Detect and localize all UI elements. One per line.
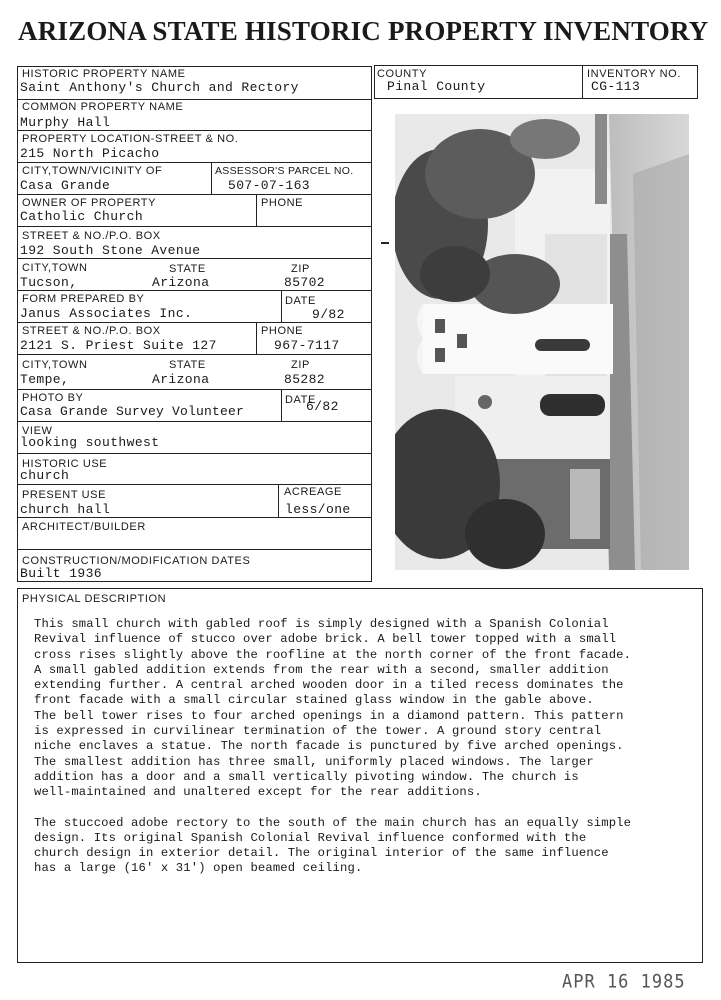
common-name-box xyxy=(17,99,372,131)
inventory-label: INVENTORY NO. xyxy=(587,68,681,80)
city-vicinity-box xyxy=(17,162,212,195)
owner-state-label: STATE xyxy=(169,263,206,275)
present-use-label: PRESENT USE xyxy=(22,489,107,501)
owner-zip-label: ZIP xyxy=(291,263,310,275)
prep-city-value: Tempe, xyxy=(20,372,70,387)
view-label: VIEW xyxy=(22,425,53,437)
owner-city-label: CITY,TOWN xyxy=(22,262,88,274)
prepared-by-box xyxy=(17,290,282,323)
form-date-value: 9/82 xyxy=(312,307,345,322)
prep-phone-value: 967-7117 xyxy=(274,338,340,353)
received-date-stamp: APR 16 1985 xyxy=(562,971,686,993)
historic-use-box xyxy=(17,453,372,485)
construction-box xyxy=(17,549,372,582)
description-paragraph: The stuccoed adobe rectory to the south of the main church has an equally simple design. Its original Spanish Colonial Revival influence conformed with the church design in exterior detail. The original interior of the same influence has a large (16' x 31') open beamed ceiling. xyxy=(34,815,632,876)
county-label: COUNTY xyxy=(377,68,428,80)
form-date-box xyxy=(281,290,372,323)
parcel-label: ASSESSOR'S PARCEL NO. xyxy=(215,165,354,177)
owner-label: OWNER OF PROPERTY xyxy=(22,197,157,209)
architect-box xyxy=(17,517,372,550)
inventory-box xyxy=(582,65,698,99)
architect-label: ARCHITECT/BUILDER xyxy=(22,521,146,533)
historic-use-value: church xyxy=(20,468,70,483)
owner-street-label: STREET & NO./P.O. BOX xyxy=(22,230,161,242)
city-vicinity-value: Casa Grande xyxy=(20,178,111,193)
prep-state-label: STATE xyxy=(169,359,206,371)
prep-city-label: CITY,TOWN xyxy=(22,359,88,371)
prepared-by-label: FORM PREPARED BY xyxy=(22,293,145,305)
county-value: Pinal County xyxy=(387,79,486,94)
common-name-label: COMMON PROPERTY NAME xyxy=(22,101,184,113)
historic-use-label: HISTORIC USE xyxy=(22,458,108,470)
acreage-label: ACREAGE xyxy=(284,486,342,498)
prep-zip-value: 85282 xyxy=(284,372,326,387)
common-name-value: Murphy Hall xyxy=(20,115,111,130)
description-paragraph: This small church with gabled roof is simply designed with a Spanish Colonial Revival influence of stucco over adobe brick. A bell tower topped with a small cross rises slightly above the roofline at the north corner of the front facade. A small gabled addition extends from the rear with a second, smaller addition extending further. A central arched wooden door in a tiled recess dominates the front facade with a small circular stained glass window in the gable above. The bell tower rises to four arched openings in a diamond pattern. This pattern is expressed in curvilinear termination of the tower. A ground story central niche enclaves a statue. The north facade is punctured by five arched openings. The smallest addition has three small, uniformly placed windows. The larger addition has a door and a small vertically pivoting window. The church is well-maintained and unaltered except for the rear additions. xyxy=(34,617,632,800)
owner-phone-label: PHONE xyxy=(261,197,304,209)
photo-date-box xyxy=(281,389,372,422)
county-box xyxy=(374,65,583,99)
prep-phone-box xyxy=(256,322,372,355)
church-photograph xyxy=(395,114,689,570)
location-box xyxy=(17,130,372,163)
photo-date-value: 6/82 xyxy=(306,399,339,414)
owner-box xyxy=(17,194,257,227)
parcel-value: 507-07-163 xyxy=(228,178,311,193)
construction-value: Built 1936 xyxy=(20,566,103,581)
owner-city-box xyxy=(17,258,372,291)
description-text xyxy=(34,617,684,892)
owner-street-box xyxy=(17,226,372,259)
prep-street-label: STREET & NO./P.O. BOX xyxy=(22,325,161,337)
location-label: PROPERTY LOCATION-STREET & NO. xyxy=(22,133,239,145)
historic-name-value: Saint Anthony's Church and Rectory xyxy=(20,80,299,95)
form-date-label: DATE xyxy=(285,295,316,307)
acreage-value: less/one xyxy=(285,502,351,517)
historic-name-box xyxy=(17,66,372,100)
photo-by-box xyxy=(17,389,282,422)
owner-city-value: Tucson, xyxy=(20,275,78,290)
acreage-box xyxy=(278,484,372,518)
view-value: looking southwest xyxy=(20,435,160,450)
owner-phone-box xyxy=(256,194,372,227)
description-label: PHYSICAL DESCRIPTION xyxy=(22,593,167,605)
inventory-value: CG-113 xyxy=(591,79,641,94)
photo-by-value: Casa Grande Survey Volunteer xyxy=(20,404,245,419)
photo-by-label: PHOTO BY xyxy=(22,392,84,404)
owner-state-value: Arizona xyxy=(152,275,210,290)
location-value: 215 North Picacho xyxy=(20,146,160,161)
present-use-value: church hall xyxy=(20,502,111,517)
city-vicinity-label: CITY,TOWN/VICINITY OF xyxy=(22,165,163,177)
photo-tick-mark xyxy=(381,242,389,244)
prep-state-value: Arizona xyxy=(152,372,210,387)
owner-value: Catholic Church xyxy=(20,209,144,224)
prep-street-box xyxy=(17,322,257,355)
historic-name-label: HISTORIC PROPERTY NAME xyxy=(22,68,186,80)
prepared-by-value: Janus Associates Inc. xyxy=(20,306,193,321)
parcel-box xyxy=(211,162,372,195)
form-title: ARIZONA STATE HISTORIC PROPERTY INVENTORY xyxy=(18,16,709,46)
owner-street-value: 192 South Stone Avenue xyxy=(20,243,201,258)
prep-phone-label: PHONE xyxy=(261,325,304,337)
photo-date-label: DATE xyxy=(285,394,316,406)
prep-city-box xyxy=(17,354,372,390)
prep-zip-label: ZIP xyxy=(291,359,310,371)
construction-label: CONSTRUCTION/MODIFICATION DATES xyxy=(22,555,251,567)
owner-zip-value: 85702 xyxy=(284,275,326,290)
view-box xyxy=(17,421,372,454)
prep-street-value: 2121 S. Priest Suite 127 xyxy=(20,338,217,353)
present-use-box xyxy=(17,484,279,518)
